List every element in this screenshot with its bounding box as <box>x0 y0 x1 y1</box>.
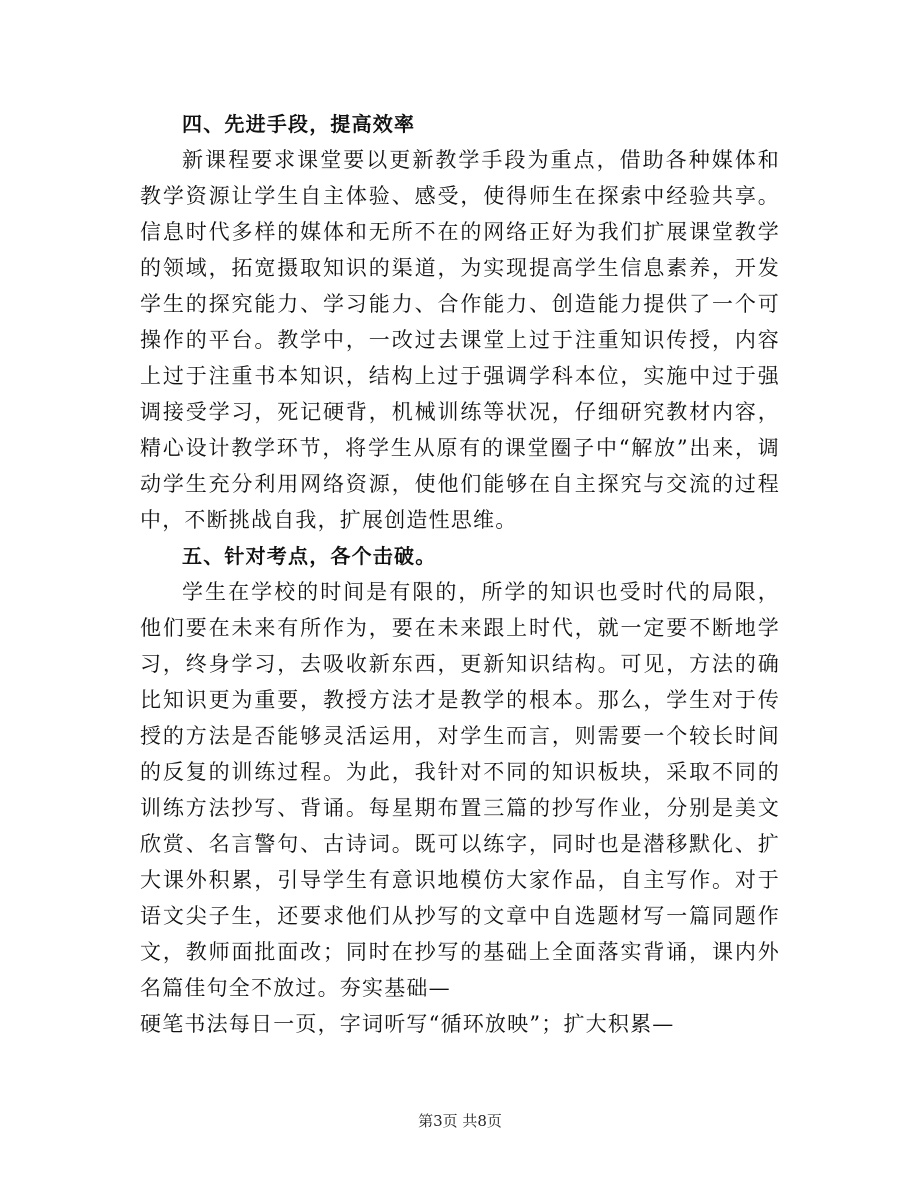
section-paragraph-4: 新课程要求课堂要以更新教学手段为重点，借助各种媒体和教学资源让学生自主体验、感受，使得师生在探索中经验共享。信息时代多样的媒体和无所不在的网络正好为我们扩展课堂教学的领域，拓宽摄取知识的渠道，为实现提高学生信息素养，开发学生的探究能力、学习能力、合作能力、创造能力提供了一个可操作的平台。教学中，一改过去课堂上过于注重知识传授，内容上过于注重书本知识，结构上过于强调学科本位，实施中过于强调接受学习，死记硬背，机械训练等状况，仔细研究教材内容，精心设计教学环节，将学生从原有的课堂圈子中“解放”出来，调动学生充分利用网络资源，使他们能够在自主探究与交流的过程中，不断挑战自我，扩展创造性思维。 <box>140 148 780 532</box>
section-heading-5: 五、针对考点，各个击破。 <box>182 544 437 568</box>
document-body <box>140 106 780 1042</box>
section-heading-4: 四、先进手段，提高效率 <box>182 112 416 136</box>
section-paragraph-5-continuation: 硬笔书法每日一页，字词听写“循环放映”；扩大积累— <box>140 1012 675 1036</box>
page-number-footer: 第3页 共8页 <box>418 1112 502 1130</box>
section-paragraph-5: 学生在学校的时间是有限的，所学的知识也受时代的局限，他们要在未来有所作为，要在未来跟上时代，就一定要不断地学习，终身学习，去吸收新东西，更新知识结构。可见，方法的确比知识更为重要，教授方法才是教学的根本。那么，学生对于传授的方法是否能够灵活运用，对学生而言，则需要一个较长时间的反复的训练过程。为此，我针对不同的知识板块，采取不同的训练方法抄写、背诵。每星期布置三篇的抄写作业，分别是美文欣赏、名言警句、古诗词。既可以练字，同时也是潜移默化、扩大课外积累，引导学生有意识地模仿大家作品，自主写作。对于语文尖子生，还要求他们从抄写的文章中自选题材写一篇同题作文，教师面批面改；同时在抄写的基础上全面落实背诵，课内外名篇佳句全不放过。夯实基础— <box>140 580 780 1000</box>
